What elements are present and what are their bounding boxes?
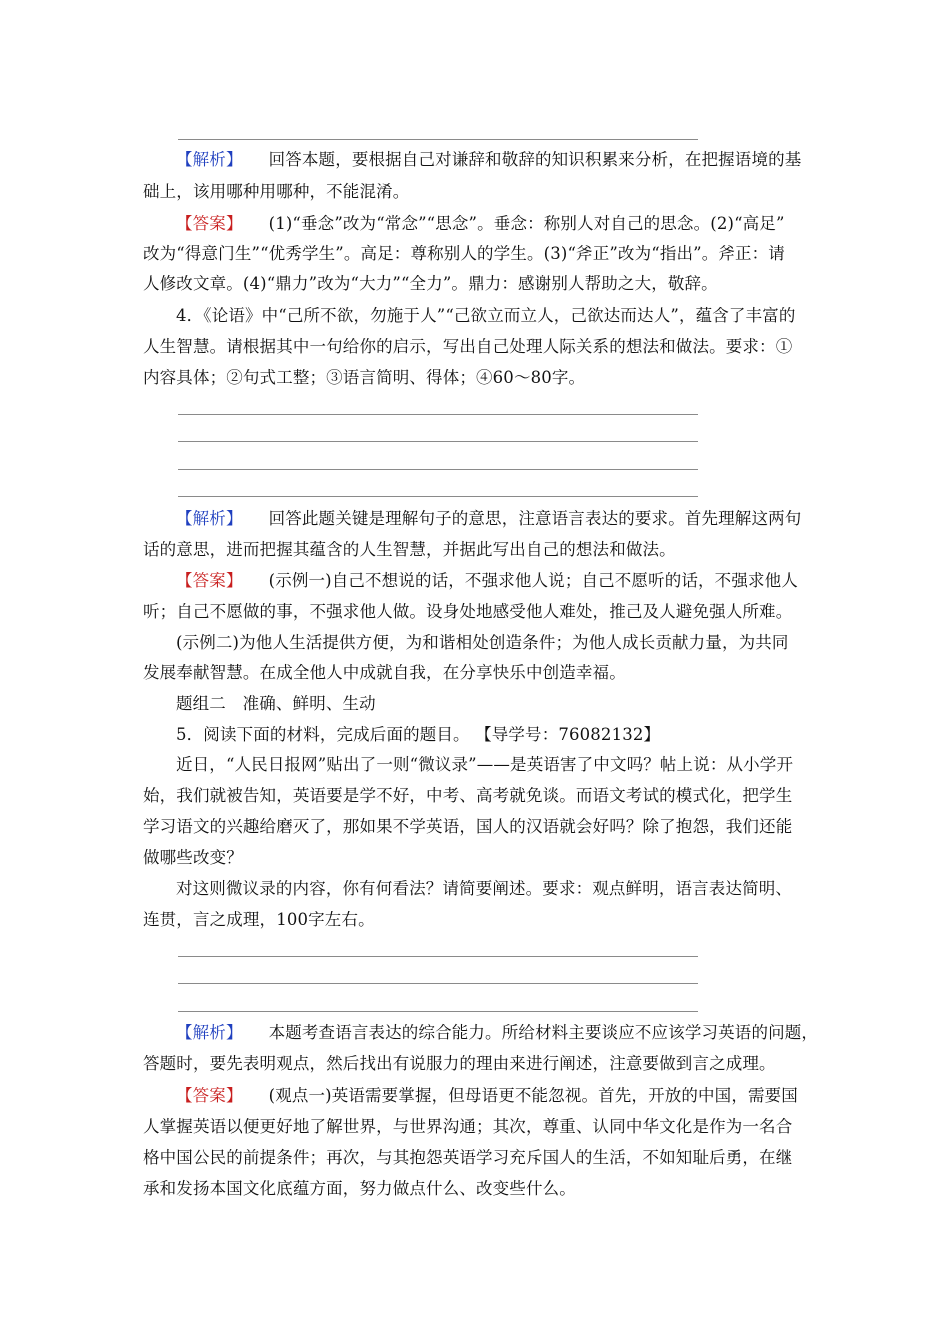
q5-analysis-line: 答题时，要先表明观点，然后找出有说服力的理由来进行阐述，注意要做到言之成理。 [143, 1054, 776, 1073]
q4-example2-line: 发展奉献智慧。在成全他人中成就自我，在分享快乐中创造幸福。 [143, 663, 626, 682]
q4-question-line: 内容具体；②句式工整；③语言简明、得体；④60～80字。 [143, 368, 586, 387]
analysis-tag: 【解析】 [176, 150, 243, 169]
analysis-tag: 【解析】 [176, 509, 243, 528]
q5-answer-line: 格中国公民的前提条件；再次，与其抱怨英语学习充斥国人的生活，不如知耻后勇，在继 [143, 1148, 793, 1167]
q4-example2-line: (示例二)为他人生活提供方便，为和谐相处创造条件；为他人成长贡献力量，为共同 [176, 633, 789, 652]
answer-line [178, 469, 698, 470]
q4-question-line: 4．《论语》中“己所不欲，勿施于人”“己欲立而立人，己欲达而达人”，蕴含了丰富的 [176, 306, 796, 325]
q4-answer-line: 听；自己不愿做的事，不强求他人做。设身处地感受他人难处，推己及人避免强人所难。 [143, 602, 793, 621]
q5-answer-line: 人掌握英语以便更好地了解世界，与世界沟通；其次，尊重、认同中华文化是作为一名合 [143, 1117, 793, 1136]
answer-line [178, 441, 698, 442]
q5-material-line: 学习语文的兴趣给磨灭了，那如果不学英语，国人的汉语就会好吗？除了抱怨，我们还能 [143, 817, 793, 836]
analysis-tag: 【解析】 [176, 1023, 243, 1042]
answer-line [178, 139, 698, 140]
answer-tag: 【答案】 [176, 214, 243, 233]
q5-question: 5．阅读下面的材料，完成后面的题目。 【导学号：76082132】 [176, 725, 661, 744]
answer-line [178, 1011, 698, 1012]
answer-line [178, 956, 698, 957]
q5-answer-line: 承和发扬本国文化底蕴方面，努力做点什么、改变些什么。 [143, 1179, 576, 1198]
q3-answer-line: 人修改文章。(4)“鼎力”改为“大力”“全力”。鼎力：感谢别人帮助之大，敬辞。 [143, 274, 718, 293]
q3-answer-line: 改为“得意门生”“优秀学生”。高足：尊称别人的学生。(3)“斧正”改为“指出”。斧正：请 [143, 244, 785, 263]
q5-material-line: 近日，“人民日报网”贴出了一则“微议录”——是英语害了中文吗？帖上说：从小学开 [176, 755, 794, 774]
q5-analysis-line: 【解析】 本题考查语言表达的综合能力。所给材料主要谈应不应该学习英语的问题， [176, 1023, 819, 1042]
q4-analysis-line: 话的意思，进而把握其蕴含的人生智慧，并据此写出自己的想法和做法。 [143, 540, 676, 559]
answer-line [178, 414, 698, 415]
q5-prompt-line: 连贯，言之成理，100字左右。 [143, 910, 375, 929]
q5-prompt-line: 对这则微议录的内容，你有何看法？请简要阐述。要求：观点鲜明，语言表达简明、 [176, 879, 793, 898]
answer-line [178, 983, 698, 984]
q3-analysis-line: 【解析】 回答本题，要根据自己对谦辞和敬辞的知识积累来分析，在把握语境的基 [176, 150, 802, 169]
q3-answer-line: 【答案】 (1)“垂念”改为“常念”“思念”。垂念：称别人对自己的思念。(2)“高足” [176, 214, 785, 233]
answer-tag: 【答案】 [176, 1086, 243, 1105]
answer-tag: 【答案】 [176, 571, 243, 590]
answer-line [178, 496, 698, 497]
q3-analysis-line: 础上，该用哪种用哪种，不能混淆。 [143, 182, 410, 201]
group-heading: 题组二 准确、鲜明、生动 [176, 694, 376, 713]
q5-answer-line: 【答案】 (观点一)英语需要掌握，但母语更不能忽视。首先，开放的中国，需要国 [176, 1086, 798, 1105]
q4-analysis-line: 【解析】 回答此题关键是理解句子的意思，注意语言表达的要求。首先理解这两句 [176, 509, 802, 528]
q4-answer-line: 【答案】 (示例一)自己不想说的话，不强求他人说；自己不愿听的话，不强求他人 [176, 571, 798, 590]
q5-material-line: 做哪些改变？ [143, 848, 243, 867]
q5-material-line: 始，我们就被告知，英语要是学不好，中考、高考就免谈。而语文考试的模式化，把学生 [143, 786, 793, 805]
q4-question-line: 人生智慧。请根据其中一句给你的启示，写出自己处理人际关系的想法和做法。要求：① [143, 337, 793, 356]
